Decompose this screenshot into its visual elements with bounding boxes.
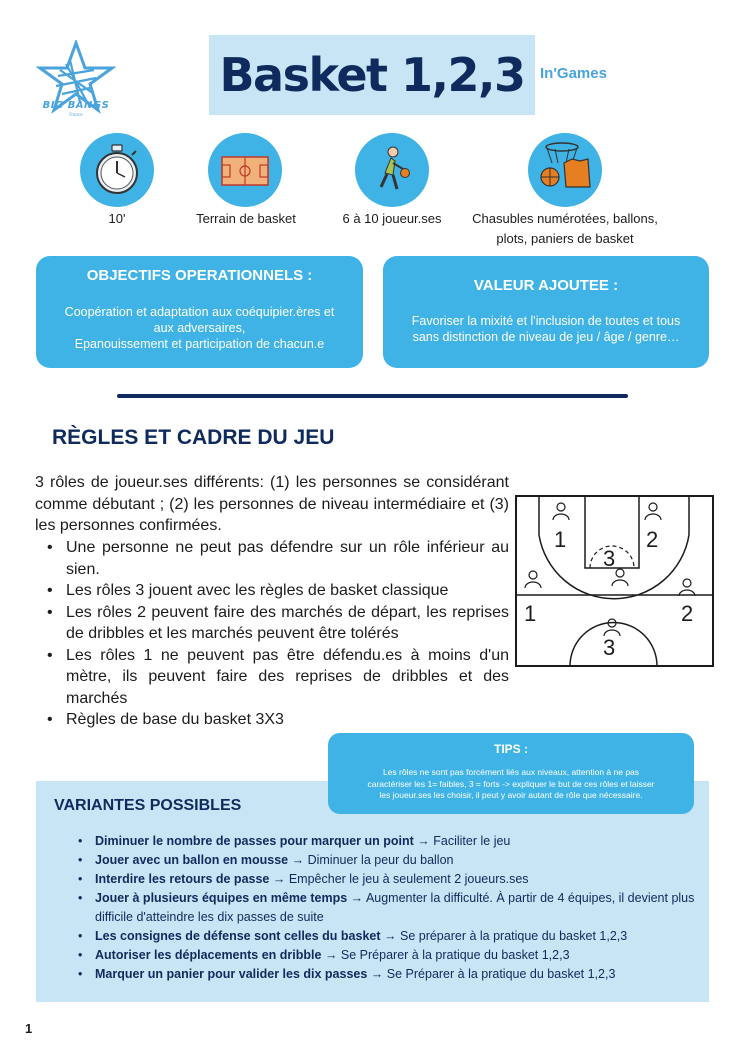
tips-line: caractériser les 1= faibles, 3 = forts -> expliquer le but de ces rôles et laisser <box>367 778 655 789</box>
valeur-line: Favoriser la mixité et l'inclusion de toutes et tous <box>411 314 681 328</box>
objectifs-line: Epanouissement et participation de chacun.e <box>74 337 325 351</box>
variante-bold: Marquer un panier pour valider les dix passes <box>95 967 368 981</box>
variante-bold: Jouer avec un ballon en mousse <box>95 853 289 867</box>
variante-bold: Diminuer le nombre de passes pour marquer un point <box>95 834 414 848</box>
list-item: • Une personne ne peut pas défendre sur un rôle inférieur au sien. <box>45 537 509 580</box>
list-item: • Règles de base du basket 3X3 <box>45 709 509 731</box>
title-banner <box>209 35 535 115</box>
valeur-box <box>383 256 709 368</box>
stopwatch-icon <box>80 133 154 207</box>
tips-line: Les rôles ne sont pas forcément liés aux niveaux, attention à ne pas <box>382 767 640 777</box>
variante-bold: Les consignes de défense sont celles du basket <box>95 929 381 943</box>
list-item: • Les rôles 3 jouent avec les règles de basket classique <box>45 580 509 602</box>
list-item <box>78 889 698 927</box>
players-label: 6 à 10 joueur.ses <box>342 211 442 226</box>
tips-text <box>340 767 682 802</box>
court-icon <box>208 133 282 207</box>
equipment-label: Chasubles numérotées, ballons, plots, paniers de basket <box>472 211 658 246</box>
list-item <box>78 965 698 984</box>
logo-subtext: France <box>69 112 83 117</box>
variante-rest: → Se Préparer à la pratique du basket 1,2,3 <box>367 967 616 981</box>
logo-text: BIG BANGS <box>42 100 110 111</box>
variante-bold: Autoriser les déplacements en dribble <box>95 948 322 962</box>
court-label: Terrain de basket <box>196 211 296 226</box>
rules-title: RÈGLES ET CADRE DU JEU <box>52 426 335 449</box>
court-role-label: 1 <box>524 601 537 626</box>
court-role-label: 3 <box>603 546 616 571</box>
court-role-label: 1 <box>554 527 567 552</box>
variante-bold: Jouer à plusieurs équipes en même temps <box>95 891 348 905</box>
variantes-list <box>78 832 698 984</box>
objectifs-box <box>36 256 363 368</box>
objectifs-title: OBJECTIFS OPERATIONNELS : <box>86 267 313 284</box>
list-item <box>78 946 698 965</box>
variante-bold: Interdire les retours de passe <box>95 872 270 886</box>
section-divider <box>117 394 628 398</box>
tips-title: TIPS : <box>493 742 528 756</box>
list-item <box>78 927 698 946</box>
equipment-icon <box>528 133 602 207</box>
list-item: • Les rôles 2 peuvent faire des marchés de départ, les reprises de dribbles et les marchés peuvent être tolérés <box>45 602 509 645</box>
court-role-label: 3 <box>603 635 616 660</box>
list-item <box>78 832 698 851</box>
variante-rest: → Augmenter la difficulté. À partir de 4 équipes, il devient plus difficile d'atteindre les dix passes de suite <box>95 891 695 924</box>
court-role-label: 2 <box>646 527 659 552</box>
objectifs-line: aux adversaires, <box>153 321 246 335</box>
list-item: • Les rôles 1 ne peuvent pas être défendu.es à moins d'un mètre, ils peuvent faire des reprises de dribbles et des marchés <box>45 645 509 710</box>
tips-box <box>328 733 694 814</box>
valeur-text <box>383 313 709 345</box>
variante-rest: → Empêcher le jeu à seulement 2 joueurs.ses <box>269 872 529 886</box>
objectifs-line: Coopération et adaptation aux coéquipier.ères et <box>64 305 335 319</box>
list-item <box>78 851 698 870</box>
valeur-title: VALEUR AJOUTEE : <box>473 277 619 294</box>
valeur-line: sans distinction de niveau de jeu / âge / genre… <box>412 330 680 344</box>
brand-tag: In'Games <box>540 65 607 82</box>
page-title: Basket 1,2,3 <box>219 48 525 102</box>
rules-intro: 3 rôles de joueur.ses différents: (1) les personnes se considérant comme débutant ; (2) les personnes de niveau intermédiaire et (3) les personnes confirmées. <box>35 474 509 534</box>
tips-line: les joueur.ses les choisir, il peut y avoir autant de rôle que nécessaire. <box>379 790 643 800</box>
court-diagram <box>515 495 714 667</box>
player-icon <box>355 133 429 207</box>
variantes-title: VARIANTES POSSIBLES <box>54 797 242 814</box>
duration-label: 10' <box>108 211 126 226</box>
variante-rest: → Faciliter le jeu <box>413 834 511 848</box>
court-role-label: 2 <box>681 601 694 626</box>
objectifs-text <box>36 304 363 352</box>
rules-list <box>45 537 509 731</box>
page-number: 1 <box>25 1021 33 1036</box>
variante-rest: → Se préparer à la pratique du basket 1,2,3 <box>380 929 628 943</box>
variante-rest: → Diminuer la peur du ballon <box>288 853 454 867</box>
variante-rest: → Se Préparer à la pratique du basket 1,2,3 <box>321 948 570 962</box>
list-item <box>78 870 698 889</box>
